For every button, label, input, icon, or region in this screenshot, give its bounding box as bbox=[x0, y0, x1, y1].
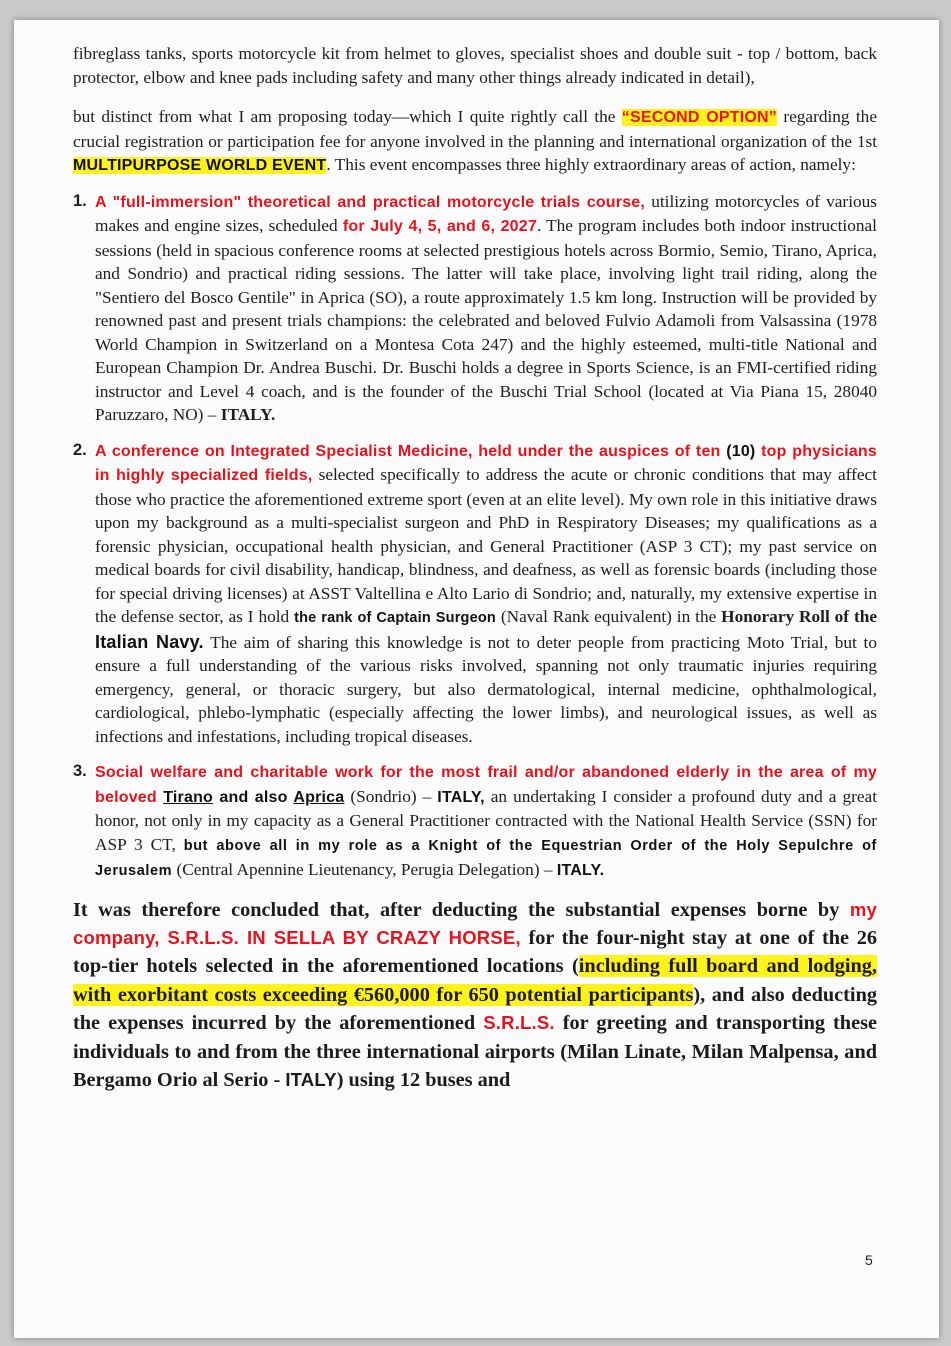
item-heading: Social welfare and charitable work for the most frail and/or abandoned elderly in the area of my beloved bbox=[95, 764, 877, 806]
intro-continuation bbox=[73, 42, 877, 89]
country-label: ITALY. bbox=[556, 862, 605, 879]
second-option-label: “SECOND OPTION” bbox=[621, 109, 778, 126]
rank-label: the rank of Captain Surgeon bbox=[294, 610, 496, 626]
document-page bbox=[14, 20, 939, 1338]
intro-paragraph bbox=[73, 105, 877, 178]
event-name: MULTIPURPOSE WORLD EVENT bbox=[73, 157, 327, 174]
roll-label: Honorary Roll of the bbox=[721, 607, 877, 626]
page-body bbox=[73, 42, 877, 1094]
place-aprica: Aprica bbox=[293, 788, 345, 806]
course-dates: for July 4, 5, and 6, 2027 bbox=[342, 218, 537, 235]
item-text: (Sondrio) – bbox=[344, 786, 438, 806]
srls-label: S.R.L.S. bbox=[483, 1012, 555, 1034]
item-text: selected specifically to address the acute or chronic conditions that may affect those who practice the aforementioned extreme sport (even at an elite level). My own role in this initiative draws upon my background as a multi-specialist surgeon and PhD in Respiratory Diseases; my qualifications as a forensic physician, occupational health physician, and General Practitioner (ASP 3 CT); my past service on medical boards for civil disability, handicap, blindness, and deafness, as well as forensic boards (including those for special driving licenses) at ASST Valtellina e Alto Lario di Sondrio; and, naturally, my extensive expertise in the defense sector, as I hold bbox=[95, 465, 877, 626]
item-text: (Central Apennine Lieutenancy, Perugia Delegation) – bbox=[172, 860, 557, 879]
conclusion-text: for greeting and transporting these individuals to and from the three international airports (Milan Linate, Milan Malpensa, and Bergamo Orio al Serio - bbox=[73, 1012, 877, 1091]
list-item-3 bbox=[73, 760, 877, 884]
list-item-2 bbox=[73, 439, 877, 749]
conclusion-text: ) using 12 buses and bbox=[336, 1068, 511, 1091]
item-heading-cont: top physicians in highly specialized fields, bbox=[95, 442, 877, 484]
intro-text-c: . This event encompasses three highly extraordinary areas of action, namely: bbox=[326, 155, 856, 174]
list-item-1 bbox=[73, 190, 877, 427]
conclusion-text: It was therefore concluded that, after deducting the substantial expenses borne by bbox=[73, 898, 850, 921]
place-tirano: Tirano bbox=[163, 788, 214, 806]
item-text: an undertaking I consider a profound duty and a great honor, not only in my capacity as a General Practitioner contracted with the National Health Service (SSN) for ASP 3 CT, bbox=[95, 786, 878, 854]
conclusion-text: for the four-night stay at one of the 26 top-tier hotels selected in the aforementioned locations bbox=[73, 926, 877, 978]
conclusion-text: ), and also deducting the expenses incurred by the aforementioned bbox=[73, 983, 877, 1035]
ten-count: (10) bbox=[726, 442, 756, 460]
item-text: (Naval Rank equivalent) in the bbox=[495, 607, 722, 626]
item-text: utilizing motorcycles of various makes and engine sizes, scheduled bbox=[95, 191, 877, 235]
navy-label: Italian Navy. bbox=[95, 631, 204, 652]
connector-text: and also bbox=[213, 788, 294, 806]
intro-text-a: but distinct from what I am proposing today—which I quite rightly call the bbox=[73, 107, 622, 126]
conclusion-paragraph bbox=[73, 896, 877, 1095]
list-number: 2. bbox=[73, 440, 87, 459]
knight-role: but above all in my role as a Knight of the Equestrian Order of the Holy Sepulchre of Jerusalem bbox=[95, 837, 877, 879]
item-text: The aim of sharing this knowledge is not to deter people from practicing Moto Trial, but to ensure a full understanding of the various risks involved, spanning not only traumatic injuries requiring emergency, general, or thoracic surgery, but also dermatological, internal medicine, ophthalmological, cardiological, phlebo-lymphatic (especially affecting the lower limbs), and neurological issues, as well as infections and infestations, including tropical diseases. bbox=[95, 632, 877, 746]
conclusion-paren: ( bbox=[572, 955, 579, 978]
company-name: my company, S.R.L.S. IN SELLA BY CRAZY HORSE, bbox=[73, 898, 877, 948]
country-label: ITALY, bbox=[437, 788, 485, 806]
intro-text-b: regarding the crucial registration or participation fee for anyone involved in the planning and international organization of the 1st bbox=[73, 107, 877, 151]
item-text: . The program includes both indoor instructional sessions (held in spacious conference rooms at selected prestigious hotels across Bormio, Semio, Tirano, Aprica, and Sondrio) and practical riding sessions. The latter will take place, involving light trail riding, along the "Sentiero del Bosco Gentile" in Aprica (SO), a route approximately 1.5 km long. Instruction will be provided by renowned past and present trials champions: the celebrated and beloved Fulvio Adamoli from Valsassina (1978 World Champion in Switzerland on a Montesa Cota 247) and the highly esteemed, multi-title National and European Champion Dr. Andrea Buschi. Dr. Buschi holds a degree in Sports Science, is an FMI-certified riding instructor and Level 4 coach, and is the founder of the Buschi Trial School (located at Via Piana 15, 28040 Paruzzaro, NO) – bbox=[95, 216, 877, 424]
page-number: 5 bbox=[865, 1252, 873, 1268]
list-number: 1. bbox=[73, 191, 87, 210]
areas-list bbox=[73, 190, 877, 884]
item-heading: A conference on Integrated Specialist Medicine, held under the auspices of ten bbox=[95, 442, 727, 460]
country-label: ITALY bbox=[285, 1068, 337, 1090]
country-label: ITALY. bbox=[220, 405, 276, 424]
item-heading: A "full-immersion" theoretical and practical motorcycle trials course, bbox=[95, 193, 646, 211]
intro-continuation-text: fibreglass tanks, sports motorcycle kit from helmet to gloves, specialist shoes and double suit - top / bottom, back protector, elbow and knee pads including safety and many other things already indicated in detail), bbox=[73, 44, 877, 87]
list-number: 3. bbox=[73, 762, 87, 780]
highlighted-costs: including full board and lodging, with exorbitant costs exceeding €560,000 for 650 potential participants bbox=[73, 955, 877, 1006]
